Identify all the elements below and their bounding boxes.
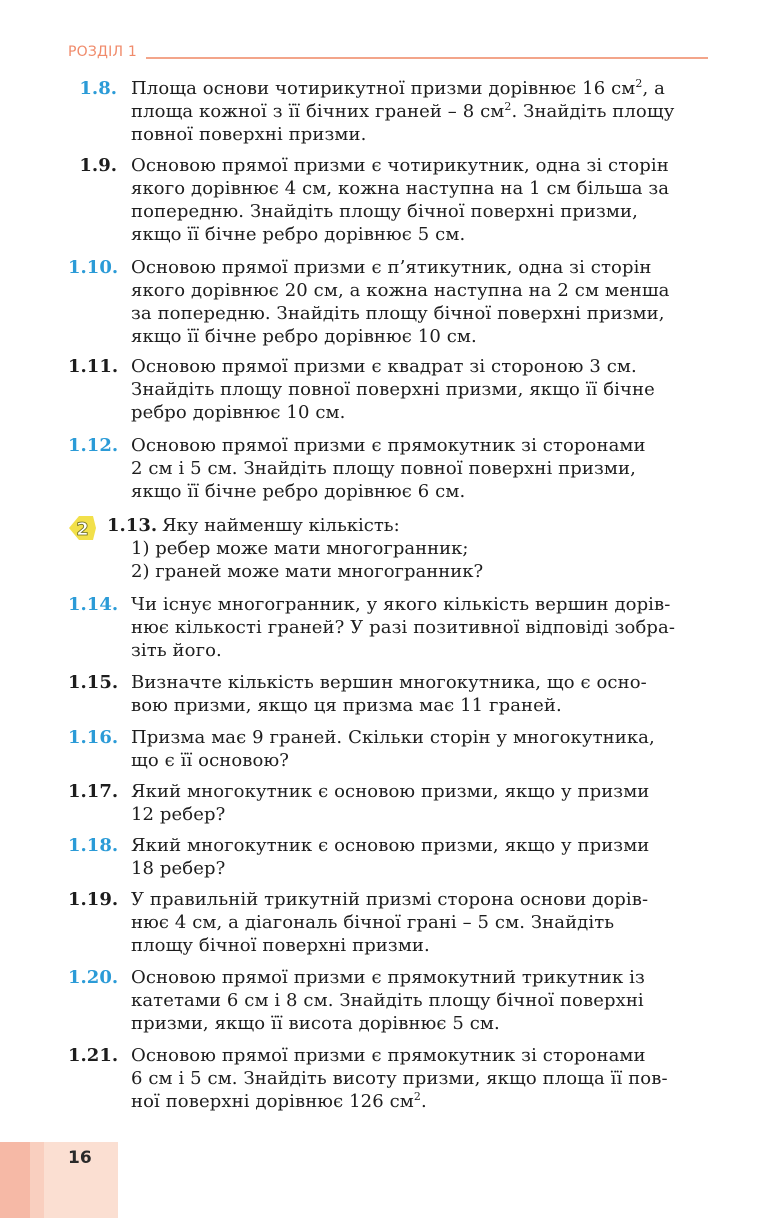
text-line: площа кожної з її бічних граней – 8 $см^2$. Знайдіть площу	[131, 100, 675, 122]
text-line: ребро дорівнює 10 см.	[131, 402, 346, 423]
text-line: Основою прямої призми є прямокутний трикутник із	[131, 967, 645, 988]
problem-number: 1.13.	[107, 515, 158, 536]
text-line: Який многокутник є основою призми, якщо у призми	[131, 835, 650, 856]
text-line: призми, якщо її висота дорівнює 5 см.	[131, 1013, 500, 1034]
text-line: ної поверхні дорівнює 126 $см^2$.	[131, 1090, 427, 1112]
text-line: вою призми, якщо ця призма має 11 граней.	[131, 695, 562, 716]
text-line: У правильній трикутній призмі сторона основи дорів-	[131, 889, 649, 910]
text-line: зіть його.	[131, 640, 222, 661]
problem-number: 1.18.	[68, 835, 119, 856]
difficulty-level-badge-icon	[67, 514, 97, 542]
problem-1-21	[68, 1044, 710, 1113]
page-footer-decoration	[0, 1142, 118, 1218]
problem-number: 1.8.	[79, 78, 117, 99]
problem-number: 1.19.	[68, 889, 119, 910]
text-line: Призма має 9 граней. Скільки сторін у многокутника,	[131, 727, 655, 748]
text-line: 12 ребер?	[131, 804, 226, 825]
problem-1-16	[68, 726, 710, 772]
text-line: Який многокутник є основою призми, якщо у призми	[131, 781, 650, 802]
sub-item: 2) граней може мати многогранник?	[131, 561, 484, 582]
text-line: площу бічної поверхні призми.	[131, 935, 430, 956]
text-line: Основою прямої призми є п’ятикутник, одна зі сторін	[131, 257, 652, 278]
text-line: Знайдіть площу повної поверхні призми, якщо її бічне	[131, 379, 655, 400]
text-line: якого дорівнює 4 см, кожна наступна на 1 см більша за	[131, 178, 670, 199]
problem-text	[131, 1044, 710, 1113]
text-line: Площа основи чотирикутної призми дорівнює 16 $см^2$, а	[131, 77, 665, 99]
text-line: Основою прямої призми є прямокутник зі сторонами	[131, 435, 646, 456]
problem-text	[131, 966, 710, 1035]
text-line: Основою прямої призми є прямокутник зі сторонами	[131, 1045, 646, 1066]
problem-text	[131, 834, 710, 880]
footer-stripe	[0, 1142, 30, 1218]
footer-stripe	[30, 1142, 44, 1218]
text-line: Чи існує многогранник, у якого кількість вершин дорів-	[131, 594, 671, 615]
problem-1-9	[68, 154, 710, 246]
text-line: 2 см і 5 см. Знайдіть площу повної поверхні призми,	[131, 458, 636, 479]
text-line: 6 см і 5 см. Знайдіть висоту призми, якщо площа її пов-	[131, 1068, 668, 1089]
problem-text	[131, 671, 710, 717]
text-line: повної поверхні призми.	[131, 124, 367, 145]
problem-text	[131, 154, 710, 246]
problem-1-12	[68, 434, 710, 503]
problem-number: 1.20.	[68, 967, 119, 988]
problem-text	[131, 434, 710, 503]
problem-text	[131, 256, 710, 348]
problem-1-14	[68, 593, 710, 662]
text-line: Визначте кількість вершин многокутника, що є осно-	[131, 672, 647, 693]
problem-text: Яку найменшу кількість:	[162, 515, 400, 536]
text-line: якого дорівнює 20 см, а кожна наступна на 2 см менша	[131, 280, 670, 301]
problem-1-18	[68, 834, 710, 880]
text-line: за попередню. Знайдіть площу бічної поверхні призми,	[131, 303, 665, 324]
text-line: катетами 6 см і 8 см. Знайдіть площу бічної поверхні	[131, 990, 644, 1011]
sub-item: 1) ребер може мати многогранник;	[131, 538, 469, 559]
problem-number: 1.10.	[68, 257, 119, 278]
problem-1-11	[68, 355, 710, 424]
header-rule	[146, 57, 708, 59]
problem-text	[131, 888, 710, 957]
text-line: що є її основою?	[131, 750, 289, 771]
problem-1-15	[68, 671, 710, 717]
badge-level-text: 2	[76, 519, 89, 540]
problem-number: 1.21.	[68, 1045, 119, 1066]
problem-1-8	[68, 77, 710, 146]
problem-1-19	[68, 888, 710, 957]
text-line: попередню. Знайдіть площу бічної поверхні призми,	[131, 201, 638, 222]
problem-text	[131, 780, 710, 826]
page-number: 16	[68, 1148, 92, 1168]
text-line: якщо її бічне ребро дорівнює 5 см.	[131, 224, 466, 245]
problem-1-10	[68, 256, 710, 348]
problem-number: 1.16.	[68, 727, 119, 748]
text-line: якщо її бічне ребро дорівнює 6 см.	[131, 481, 466, 502]
problem-1-20	[68, 966, 710, 1035]
problem-text	[131, 593, 710, 662]
problem-number: 1.15.	[68, 672, 119, 693]
problem-text	[131, 355, 710, 424]
problem-text	[131, 726, 710, 772]
text-line: нює 4 см, а діагональ бічної грані – 5 см. Знайдіть	[131, 912, 615, 933]
problem-number: 1.9.	[79, 155, 117, 176]
section-header	[68, 44, 708, 64]
problem-number: 1.14.	[68, 594, 119, 615]
text-line: якщо її бічне ребро дорівнює 10 см.	[131, 326, 477, 347]
section-label: РОЗДІЛ 1	[68, 44, 137, 60]
text-line: 18 ребер?	[131, 858, 226, 879]
text-line: Основою прямої призми є квадрат зі стороною 3 см.	[131, 356, 637, 377]
problem-number: 1.17.	[68, 781, 119, 802]
problem-1-17	[68, 780, 710, 826]
problem-number: 1.12.	[68, 435, 119, 456]
text-line: Основою прямої призми є чотирикутник, одна зі сторін	[131, 155, 669, 176]
text-line: нює кількості граней? У разі позитивної відповіді зобра-	[131, 617, 676, 638]
problem-text	[131, 77, 710, 146]
problem-number: 1.11.	[68, 356, 119, 377]
